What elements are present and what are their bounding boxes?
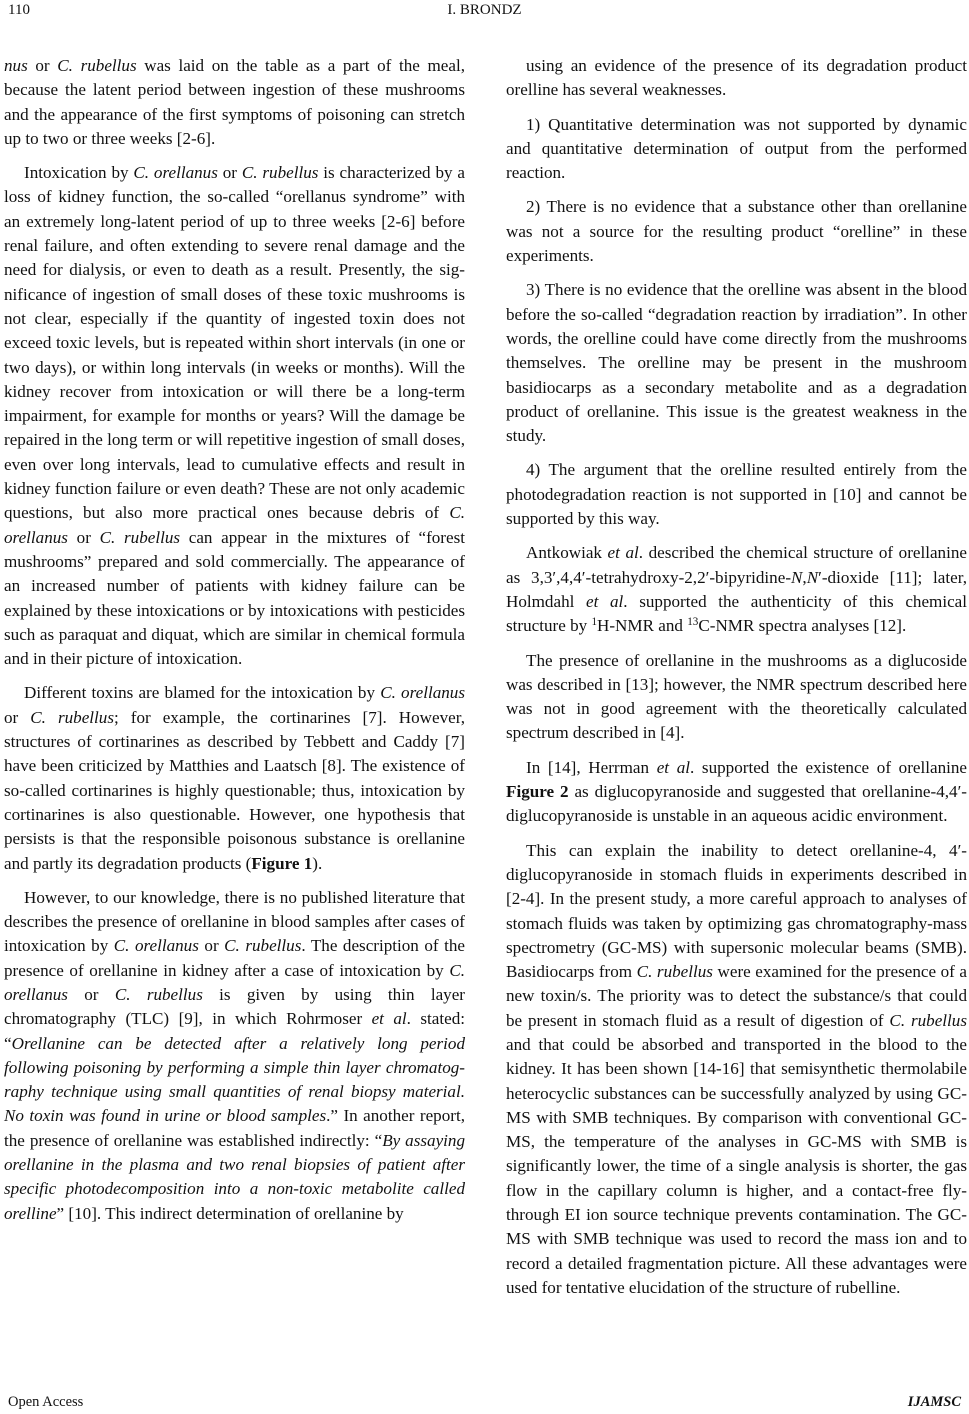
text-run: By assaying orellanine in the plasma and two renal biopsies of patient after specific photodecomposition into a non-toxic metabolite called orelline bbox=[4, 1130, 465, 1223]
paragraph bbox=[506, 541, 967, 638]
text-run: was laid on the table as a part of the meal, because the latent period between ingestion of these mushrooms and the appearance of the first symptoms of poisoning can stretch up to two or three weeks [2-6]. bbox=[4, 56, 465, 148]
text-run: This can explain the inability to detect orellanine-4, 4′-diglucopyranoside in stomach fluids in experiments described in [2-4]. In the present study, a more careful approach to analyses of stomach fluids was taken by optimizing gas chromatography-mass spectrometry (GC-MS) with supersonic molecular beams (SMB). Basidiocarps from bbox=[506, 840, 967, 982]
text-run: In [14], Herrman bbox=[526, 757, 657, 777]
text-run: is given by using thin layer chromatography (TLC) [9], in which Rohrmoser bbox=[4, 984, 465, 1029]
text-run: or bbox=[67, 527, 100, 547]
text-run: C. rubellus bbox=[99, 527, 181, 547]
text-run: and that could be absorbed and transported in the blood to the kidney. It has been shown [14-16] that semisynthetic thermolabile heterocyclic substances can be successfully analyzed by using GC-MS with SMB techniques. By comparison with conventional GC-MS, the temperature of the analyses in GC-MS with SMB is significantly lower, the time of a single analysis is shorter, the gas flow in the capillary column is higher, and a contact-free fly-through EI ion source technique prevents contamination. The GC-MS with SMB technique was used to record the mass ion and to record a detailed fragmentation picture. All these advantages were used for tentative elucidation of the structure of rubelline. bbox=[506, 1034, 967, 1297]
text-run: .” In another report, the presence of orellanine was established indirectly: “ bbox=[4, 1106, 465, 1150]
right-text-column bbox=[506, 54, 967, 1310]
open-access-label: Open Access bbox=[8, 1394, 84, 1410]
paragraph bbox=[4, 681, 465, 875]
page-number: 110 bbox=[8, 2, 30, 18]
paragraph bbox=[506, 649, 967, 746]
paragraph bbox=[506, 756, 967, 829]
paragraph bbox=[506, 195, 967, 268]
text-run: ; for example, the cortinarines [7]. However, structures of cortinarines as described by Tebbett and Caddy [7] have been criticized by Matthies and Laatsch [8]. The existence of so-called cortinarines is highly questionable; thus, intoxication by cortinarines is also questionable. However, one hypothesis that persists is that the responsible poisonous substance is orellanine and partly its degradation products ( bbox=[4, 707, 465, 873]
isotope-superscript: 1 bbox=[591, 616, 598, 629]
left-text-column bbox=[4, 54, 465, 1236]
text-run: N bbox=[806, 567, 819, 587]
text-run: or bbox=[67, 984, 115, 1004]
text-run: using an evidence of the presence of its degradation product orelline has several weaknesses. bbox=[506, 56, 967, 100]
running-author: I. BRONDZ bbox=[447, 2, 522, 18]
paragraph bbox=[506, 839, 967, 1301]
text-run: Orellanine can be detected after a relatively long period following poisoning by performing a simple thin layer chromatography technique using small quantities of renal biopsy material. No toxin was found in urine or blood samples bbox=[4, 1033, 465, 1126]
text-run: et al bbox=[607, 543, 639, 563]
paragraph bbox=[4, 886, 465, 1226]
text-run: Different toxins are blamed for the intoxication by bbox=[24, 683, 381, 703]
text-run: or bbox=[27, 56, 58, 75]
paragraph bbox=[506, 54, 967, 103]
text-run: The presence of orellanine in the mushrooms as a diglucoside was described in [13]; however, the NMR spectrum described here was not in good agreement with the theoretically calculated spectrum described in [4]. bbox=[506, 650, 967, 743]
text-run: 4) The argument that the orelline resulted entirely from the photodegradation reaction is not supported in [10] and cannot be supported by this way. bbox=[506, 460, 967, 529]
paragraph bbox=[4, 161, 465, 671]
text-run: However, to our knowledge, there is no published literature that describes the presence of orellanine in blood samples after cases of intoxication by bbox=[4, 887, 465, 956]
text-run: . stated: “ bbox=[4, 1009, 465, 1053]
figure-reference: Figure 2 bbox=[506, 782, 569, 802]
running-header bbox=[0, 2, 969, 24]
text-run: . supported the authenticity of this chemical structure by bbox=[506, 591, 968, 636]
text-run: were examined for the presence of a new toxin/s. The priority was to detect the substance/s that could be present in stomach fluid as a result of digestion of bbox=[506, 962, 968, 1030]
text-run: Intoxication by bbox=[24, 163, 134, 183]
text-run: C. rubellus bbox=[114, 984, 203, 1004]
text-run: nus bbox=[4, 56, 28, 75]
page-footer bbox=[0, 1394, 969, 1414]
paragraph bbox=[506, 113, 967, 186]
text-run: et al bbox=[371, 1009, 407, 1029]
text-run: Antkowiak bbox=[526, 543, 608, 563]
text-run: or bbox=[217, 163, 242, 183]
text-run: N bbox=[791, 567, 803, 587]
paragraph bbox=[4, 54, 465, 151]
text-run: C. orellanus bbox=[4, 503, 465, 547]
text-run: is characterized by a loss of kidney function, the so-called “orellanus syndrome” with an extremely long-latent period of up to three weeks [2-6] before renal failure, and often extending to severe renal damage and the need for dialysis, or even to death as a result. Presently, the significance of ingestion of small doses of these toxic mushrooms is not clear, especially if the quantity of ingested toxin does not exceed toxic levels, but is repeated within short intervals (in one or two days), or within long intervals (in weeks or months). Will the kidney recover from intoxication or will there be a long-term impairment, for example for months or years? Will the damage be repaired in the long term or will repetitive ingestion of small doses, even over long intervals, lead to cumulative effects and result in kidney function failure or even death? These are not only academic questions, but also more practical ones because debris of bbox=[4, 163, 465, 523]
text-run: C. orellanus bbox=[133, 163, 218, 183]
text-run: C-NMR spectra analyses [12]. bbox=[698, 616, 907, 636]
text-run: C. rubellus bbox=[636, 962, 713, 982]
text-run: ′-dioxide [11]; later, Holmdahl bbox=[506, 567, 967, 611]
text-run: . described the chemical structure of orellanine as 3,3′,4,4′-tetrahydroxy-2,2′-bipyridine- bbox=[506, 543, 967, 587]
text-run: as diglucopyranoside and suggested that orellanine-4,4′-diglucopyranoside is unstable in an aqueous acidic environment. bbox=[506, 782, 968, 826]
text-run: . The description of the presence of orellanine in kidney after a case of intoxication by bbox=[4, 936, 465, 980]
text-run: C. orellanus bbox=[113, 936, 199, 956]
text-run: C. orellanus bbox=[4, 960, 465, 1004]
figure-reference: Figure 1 bbox=[251, 853, 313, 873]
isotope-superscript: 13 bbox=[687, 616, 699, 629]
text-run: , bbox=[802, 567, 807, 587]
text-run: 3) There is no evidence that the orelline was absent in the blood before the so-called “degradation reaction by irradiation”. In other words, the orelline could have come directly from the mushrooms themselves. The orelline may be present in the mushroom basidiocarps as a secondary metabolite and as a degradation product of orellanine. This issue is the greatest weakness in the study. bbox=[506, 280, 967, 446]
text-run: H-NMR and bbox=[597, 616, 688, 636]
text-run: C. rubellus bbox=[30, 707, 114, 727]
text-run: C. rubellus bbox=[224, 936, 302, 956]
text-run: 1) Quantitative determination was not supported by dynamic and quantitative determination of output from the performed reaction. bbox=[506, 114, 967, 183]
paragraph bbox=[506, 458, 967, 531]
text-run: ” [10]. This indirect determination of orellanine by bbox=[56, 1203, 404, 1223]
journal-abbreviation: IJAMSC bbox=[907, 1394, 961, 1410]
text-run: et al bbox=[656, 757, 690, 777]
text-run: or bbox=[198, 936, 225, 956]
paragraph bbox=[506, 278, 967, 448]
text-run: ). bbox=[312, 853, 323, 873]
text-run: C. rubellus bbox=[241, 163, 319, 183]
text-run: C. rubellus bbox=[57, 56, 137, 75]
text-run: or bbox=[4, 707, 31, 727]
text-run: 2) There is no evidence that a substance other than orellanine was not a source for the resulting product “orelline” in these experiments. bbox=[506, 197, 967, 266]
text-run: can appear in the mixtures of “forest mushrooms” prepared and sold commercially. The appearance of an increased number of patients with kidney failure can be explained by these intoxications or by intoxications with pesticides such as paraquat and diquat, which are similar in chemical formula and in their picture of intoxication. bbox=[4, 527, 465, 669]
text-run: . supported the existence of orellanine bbox=[690, 757, 968, 777]
text-run: et al bbox=[586, 591, 624, 611]
text-run: C. orellanus bbox=[380, 683, 465, 703]
text-run: C. rubellus bbox=[889, 1010, 967, 1030]
